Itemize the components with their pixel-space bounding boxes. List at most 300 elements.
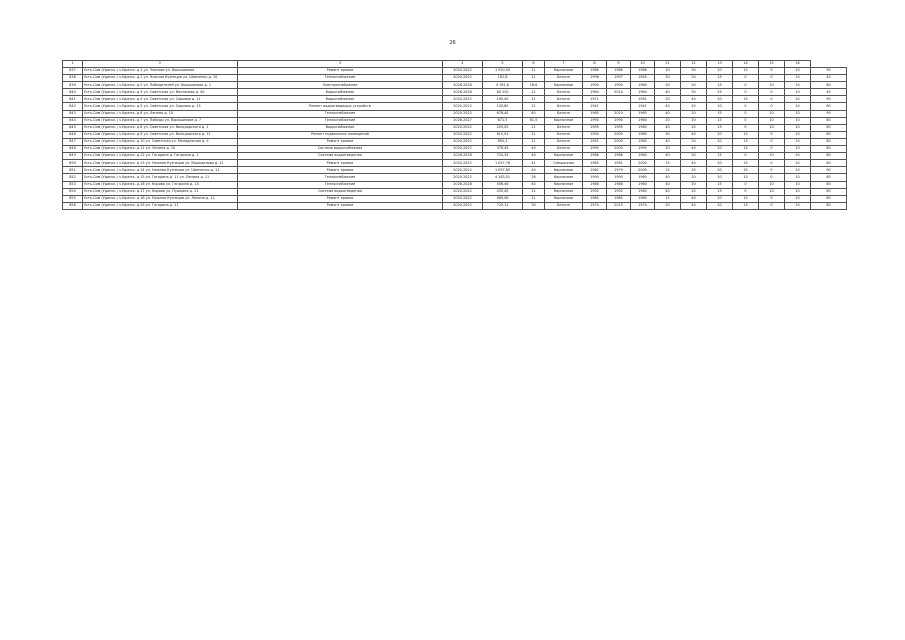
table-cell: 90 (811, 167, 847, 174)
table-cell: 4 781,6 (483, 82, 523, 89)
table-cell: 1962 (583, 167, 607, 174)
table-cell: 130,80 (483, 103, 523, 110)
table-cell: 850 (63, 160, 83, 167)
table-cell: 0 (733, 89, 759, 96)
table-cell: 854 (63, 188, 83, 195)
table-cell: Кирпичное (545, 68, 583, 75)
table-cell: Усть-Сим (Удинск.) з-Удинск. д.13 ул. Нижняя Кузнецов ул. Ворошилова д. 11 (83, 160, 238, 167)
table-cell: Бетонн (545, 131, 583, 138)
table-cell: 1960 (631, 174, 655, 181)
table-cell: Усть-Сим (Удинск.) з-Удинск. д.9 ул. Советская ул. Володарского д. 11 (83, 131, 238, 138)
table-cell: 0 (759, 174, 785, 181)
table-cell: 80 (811, 195, 847, 202)
page-number: 26 (449, 40, 456, 46)
table-cell: 10 (785, 124, 811, 131)
table-cell: 2005 (607, 131, 631, 138)
table-cell: 1986 (583, 181, 607, 188)
table-cell: 2026-2028 (443, 82, 483, 89)
table-cell: 1965 (583, 160, 607, 167)
table-cell: 10 (785, 75, 811, 82)
table-cell: 15 (707, 110, 733, 117)
column-header: 4 (443, 61, 483, 68)
table-cell: 845 (63, 124, 83, 131)
table-cell: Кирпичное (545, 153, 583, 160)
table-cell: 0 (733, 117, 759, 124)
table-cell: Система водоотведения (238, 188, 443, 195)
table-cell: 20 (707, 174, 733, 181)
table-cell: 80 (811, 124, 847, 131)
table-cell: 40 (523, 110, 545, 117)
table-cell: Усть-Сим (Удинск.) з-Удинск. д.15 ул. Гагарина д. 11 ул. Ленина д. 11 (83, 174, 238, 181)
table-cell: 1960 (631, 153, 655, 160)
table-cell: 20 (707, 202, 733, 209)
table-cell: 15 (733, 174, 759, 181)
table-cell: 1986 (607, 153, 631, 160)
table-cell: 40 (655, 174, 681, 181)
table-cell: 10 (785, 160, 811, 167)
table-cell: Ремонт водоотводящих устройств (238, 103, 443, 110)
table-cell: 15 (733, 167, 759, 174)
column-header: 7 (545, 61, 583, 68)
table-cell: 0 (733, 82, 759, 89)
table-cell: 2020-2022 (443, 110, 483, 117)
table-cell: 849 (63, 153, 83, 160)
table-cell: Усть-Сим (Удинск.) з-Удинск. д.12 ул. Гагарина д. Гагарина д. 1 (83, 153, 238, 160)
column-header: 12 (681, 61, 707, 68)
column-header: 14 (733, 61, 759, 68)
table-cell: 1991 (631, 96, 655, 103)
table-cell: 15 (733, 138, 759, 145)
table-cell: Система водоотведения (238, 153, 443, 160)
table-cell: 1971 (583, 96, 607, 103)
table-cell: 190,40 (483, 96, 523, 103)
table-cell: 2020-2022 (443, 195, 483, 202)
table-row (63, 103, 847, 110)
table-cell: 1965 (583, 110, 607, 117)
table-cell: 21 (523, 103, 545, 110)
table-cell: 1960 (631, 138, 655, 145)
table-cell: 40 (681, 146, 707, 153)
table-cell: 10 (785, 117, 811, 124)
table-cell: 80 (811, 181, 847, 188)
table-cell: 2020-2022 (443, 68, 483, 75)
table-cell: 1960 (631, 131, 655, 138)
table-cell: 851 (63, 167, 83, 174)
table-cell: 1945 (631, 75, 655, 82)
table-cell: 1986 (607, 181, 631, 188)
table-cell: 40 (523, 153, 545, 160)
table-cell: Кирпичное (545, 82, 583, 89)
table-cell: 15 (707, 75, 733, 82)
table-cell: 15 (655, 167, 681, 174)
table-cell: 10 (759, 181, 785, 188)
table-cell: 40 (655, 181, 681, 188)
table-cell: 0 (759, 195, 785, 202)
table-cell: 40 (681, 160, 707, 167)
table-cell: Кирпичное (545, 181, 583, 188)
table-cell: 1990 (607, 117, 631, 124)
table-cell: Бетонн (545, 96, 583, 103)
table-cell: 2020-2022 (443, 160, 483, 167)
table-cell: 15 (707, 181, 733, 188)
table-cell: Водоснабжение (238, 124, 443, 131)
table-cell: 0 (759, 138, 785, 145)
table-cell: 1991 (607, 160, 631, 167)
table-row (63, 138, 847, 145)
table-cell: 10 (707, 103, 733, 110)
table-cell: Бетонн (545, 103, 583, 110)
table-cell: 15 (707, 188, 733, 195)
table-cell: 2026-2028 (443, 89, 483, 96)
table-cell: 20 (707, 167, 733, 174)
table-cell: 1992 (583, 188, 607, 195)
table-cell: Усть-Сим (Удинск.) з-Удинск. д.1 ул. Чкалова ул. Ворошилова (83, 68, 238, 75)
table-cell: 80 (811, 131, 847, 138)
table-cell: Ремонт кровли (238, 202, 443, 209)
table-cell: 40 (655, 153, 681, 160)
table-cell: 10 (785, 89, 811, 96)
table-cell: 1995 (583, 124, 607, 131)
table-cell: 1941 (583, 103, 607, 110)
table-cell: 15 (655, 195, 681, 202)
table-cell: 20 (707, 68, 733, 75)
table-row (63, 75, 847, 82)
table-cell: 10 (759, 82, 785, 89)
table-cell: 40 (681, 131, 707, 138)
table-cell: 20 (681, 82, 707, 89)
table-row (63, 131, 847, 138)
table-cell: 10 (759, 153, 785, 160)
table-row (63, 110, 847, 117)
table-cell: Бетонн (545, 124, 583, 131)
table-cell: 80 (811, 138, 847, 145)
table-cell: 842 (63, 103, 83, 110)
table-cell: 10 (785, 181, 811, 188)
table-cell: 20 (681, 75, 707, 82)
table-row (63, 82, 847, 89)
table-cell: 2020-2022 (443, 202, 483, 209)
table-cell: 1954 (583, 131, 607, 138)
table-cell: 2026-2027 (443, 117, 483, 124)
table-cell: 40 (655, 188, 681, 195)
table-cell: 21 (523, 75, 545, 82)
table-cell: 852 (63, 174, 83, 181)
table-cell: 0 (733, 188, 759, 195)
column-header: 9 (607, 61, 631, 68)
table-cell: 2020-2022 (443, 174, 483, 181)
table-cell: 1992 (607, 188, 631, 195)
table-cell: 80 (811, 202, 847, 209)
table-cell: 0 (733, 153, 759, 160)
table-cell: 0 (733, 75, 759, 82)
table-cell: 40 (655, 89, 681, 96)
table-body (63, 68, 847, 210)
table-cell: 15 (733, 146, 759, 153)
table-cell: 20 (681, 124, 707, 131)
table-cell: Усть-Сим (Удинск.) з-Удинск. д.16 ул. Кирова ул. Гагарина д. 14 (83, 181, 238, 188)
table-cell: 2020-2022 (443, 146, 483, 153)
table-cell: Кирпичное (545, 174, 583, 181)
table-cell: 2020-2022 (443, 96, 483, 103)
table-cell: 10 (655, 68, 681, 75)
table-cell: 40 (655, 110, 681, 117)
table-cell: Усть-Сим (Удинск.) з-Удинск. д.14 ул. Нижняя Кузнецов ул. Шевченко д. 11 (83, 167, 238, 174)
table-cell: 2020-2022 (443, 103, 483, 110)
table-cell: 1986 (583, 153, 607, 160)
table-cell: 80 (811, 146, 847, 153)
table-cell: 469,06 (483, 195, 523, 202)
table-cell: 1960 (631, 117, 655, 124)
table-cell: 2015 (607, 202, 631, 209)
table-cell: 30 (681, 167, 707, 174)
table-cell: 2020-2022 (443, 167, 483, 174)
table-cell: 40 (523, 146, 545, 153)
table-cell: Теплоснабжение (238, 181, 443, 188)
column-header: 8 (583, 61, 607, 68)
table-cell: 20 (707, 195, 733, 202)
table-cell: Электроснабжение (238, 82, 443, 89)
table-cell: 10 (785, 153, 811, 160)
table-cell: Бетонн (545, 75, 583, 82)
table-cell: Бетонн (545, 110, 583, 117)
table-cell: 15 (707, 153, 733, 160)
table-cell: 847 (63, 138, 83, 145)
table-row (63, 96, 847, 103)
table-cell: 2026-2028 (443, 181, 483, 188)
table-cell: Теплоснабжение (238, 75, 443, 82)
table-cell: Бетонн (545, 89, 583, 96)
table-cell: 1986 (583, 68, 607, 75)
table-cell: 80 (811, 103, 847, 110)
column-header: 10 (631, 61, 655, 68)
column-header: 16 (785, 61, 811, 68)
table-cell: 2014 (607, 89, 631, 96)
table-cell: 80 (811, 82, 847, 89)
table-cell: 21 (523, 188, 545, 195)
table-cell: 21 (523, 195, 545, 202)
table-row (63, 160, 847, 167)
table-cell: 724,34 (483, 153, 523, 160)
table-cell: 1974 (583, 202, 607, 209)
table-cell: Усть-Сим (Удинск.) з-Удинск. д.6 ул. Ленина д. 10 (83, 110, 238, 117)
table-cell: 40 (655, 103, 681, 110)
table-cell: 10 (785, 68, 811, 75)
table-cell: 1990 (583, 82, 607, 89)
table-cell: 90 (811, 68, 847, 75)
table-cell: 10 (785, 167, 811, 174)
table-row (63, 188, 847, 195)
table-cell: 0 (759, 103, 785, 110)
table-cell: Ремонт кровли (238, 68, 443, 75)
table-cell: 80 (811, 160, 847, 167)
table-cell: 435,40 (483, 188, 523, 195)
table-cell: Кирпичное (545, 188, 583, 195)
table-cell: Усть-Сим (Удинск.) з-Удинск. д.3 ул. Советская ул. Вахтанова д. 40 (83, 89, 238, 96)
table-cell: 20 (681, 188, 707, 195)
table-cell: 20 (681, 117, 707, 124)
table-cell: 0 (759, 89, 785, 96)
table-cell: 2026-2028 (443, 153, 483, 160)
table-cell: 0 (759, 131, 785, 138)
table-cell: 10 (759, 124, 785, 131)
table-cell: Усть-Сим (Удинск.) з-Удинск. д.5 ул. Советская ул. Садовая д. 15 (83, 103, 238, 110)
table-cell: 20 (681, 181, 707, 188)
table-cell: 1941 (631, 103, 655, 110)
table-cell: 20 (681, 110, 707, 117)
table-cell: 1965 (631, 110, 655, 117)
table-cell: 671,5 (483, 117, 523, 124)
table-cell: 21 (523, 124, 545, 131)
table-cell: 678,40 (483, 110, 523, 117)
table-cell: 856 (63, 202, 83, 209)
table-cell: 2000 (631, 160, 655, 167)
table-cell: 838 (63, 75, 83, 82)
table-cell: 20 (681, 103, 707, 110)
table-cell: 10 (785, 195, 811, 202)
table-cell: 506,46 (483, 181, 523, 188)
column-header: 6 (523, 61, 545, 68)
table-cell: 840 (63, 89, 83, 96)
table-cell: Система водоснабжения (238, 146, 443, 153)
table-cell: 15 (733, 131, 759, 138)
table-row (63, 89, 847, 96)
table-cell: Теплоснабжение (238, 110, 443, 117)
table-cell: 50 (655, 75, 681, 82)
table-cell: 1986 (607, 68, 631, 75)
table-cell: 20 (707, 160, 733, 167)
table-row (63, 174, 847, 181)
table-cell: 15 (733, 68, 759, 75)
table-cell: 20 (707, 96, 733, 103)
table-row (63, 181, 847, 188)
table-cell: 0 (759, 160, 785, 167)
table-cell: 0 (733, 181, 759, 188)
table-cell: Бетонн (545, 146, 583, 153)
table-cell: 841 (63, 96, 83, 103)
table-cell: 80 (811, 188, 847, 195)
table-cell: 0 (759, 75, 785, 82)
table-cell: 848 (63, 146, 83, 153)
table-cell: 203,02 (483, 124, 523, 131)
table-cell: Усть-Сим (Удинск.) з-Удинск. д.10 ул. Советская ул. Молодежная д. 4 (83, 138, 238, 145)
table-cell: 95 (811, 110, 847, 117)
table-cell: 0 (759, 202, 785, 209)
table-cell: 0 (759, 167, 785, 174)
table-row (63, 124, 847, 131)
data-table (62, 60, 847, 210)
table-cell: 2020-2022 (443, 131, 483, 138)
table-cell: Усть-Сим (Удинск.) з-Удинск. д.19 ул. Гагарина д. 11 (83, 202, 238, 209)
table-cell: 1974 (631, 202, 655, 209)
table-cell: 15 (707, 124, 733, 131)
table-cell: 1960 (631, 82, 655, 89)
table-cell: 2020-2022 (443, 75, 483, 82)
table-cell: 15 (733, 96, 759, 103)
table-cell: 0 (733, 103, 759, 110)
table-cell: 846 (63, 131, 83, 138)
table-cell: 10 (785, 110, 811, 117)
table-cell: 61,5 (523, 117, 545, 124)
table-cell: 1964 (583, 89, 607, 96)
table-cell: 1995 (631, 146, 655, 153)
table-cell: 15 (733, 202, 759, 209)
table-cell: 20 (681, 138, 707, 145)
table-cell: 0 (759, 146, 785, 153)
table-cell: 30 (681, 89, 707, 96)
table-cell: 10 (785, 202, 811, 209)
table-cell: Усть-Сим (Удинск.) з-Удинск. д.18 ул. Нижняя Кузнецов ул. Ленина д. 11 (83, 195, 238, 202)
table-cell: 2020-2022 (443, 188, 483, 195)
table-cell: 2003 (607, 146, 631, 153)
table-cell: 1990 (607, 82, 631, 89)
table-header (63, 61, 847, 68)
column-header: 13 (707, 61, 733, 68)
table-cell: 21 (523, 89, 545, 96)
table-cell: 378,45 (483, 146, 523, 153)
table-row (63, 153, 847, 160)
table-cell: 1995 (607, 124, 631, 131)
table-cell: 10 (759, 188, 785, 195)
table-cell: 1964 (631, 89, 655, 96)
table-cell: Усть-Сим (Удинск.) з-Удинск. д.1 ул. Нижняя Кузнецов ул. Шевченко д. 10 (83, 75, 238, 82)
table-cell: 10 (785, 138, 811, 145)
table-cell: 41 (523, 160, 545, 167)
table-cell: 30 (681, 68, 707, 75)
table-cell: 45 (811, 75, 847, 82)
table-cell: Усть-Сим (Удинск.) з-Удинск. д.11 ул. Ленина д. 10 (83, 146, 238, 153)
table-cell: 729,11 (483, 202, 523, 209)
table-cell: 40 (523, 167, 545, 174)
table-cell: 843 (63, 110, 83, 117)
table-row (63, 202, 847, 209)
table-row (63, 167, 847, 174)
table-cell: 26 (523, 174, 545, 181)
table-cell: 10 (785, 82, 811, 89)
table-cell: 10 (785, 146, 811, 153)
table-cell: 0 (733, 124, 759, 131)
table-cell: 60 120 (483, 89, 523, 96)
table-cell: 853 (63, 181, 83, 188)
table-cell: 10 (785, 131, 811, 138)
table-cell: 0 (759, 68, 785, 75)
table-cell: 20 (681, 174, 707, 181)
table-cell: 1997 (607, 75, 631, 82)
table-cell: 15 (733, 160, 759, 167)
column-header: 15 (759, 61, 785, 68)
table-cell: 21 (523, 68, 545, 75)
table-cell (607, 96, 631, 103)
table-cell: Ремонт кровли (238, 195, 443, 202)
table-cell: 15 (655, 160, 681, 167)
table-cell: 1985 (607, 195, 631, 202)
table-cell: 182,8 (483, 75, 523, 82)
table-cell: 10 (759, 117, 785, 124)
column-header: 2 (83, 61, 238, 68)
table-cell: 40 (681, 195, 707, 202)
column-header: 3 (238, 61, 443, 68)
table-cell: 1995 (583, 146, 607, 153)
table-cell: 1968 (631, 68, 655, 75)
table-cell: 30 (523, 202, 545, 209)
table-row (63, 68, 847, 75)
column-header: 1 (63, 61, 83, 68)
table-cell: 40 (655, 124, 681, 131)
table-cell: 2009 (607, 138, 631, 145)
table-cell: 40 (655, 138, 681, 145)
table-cell: 855 (63, 195, 83, 202)
table-cell: 20 (655, 117, 681, 124)
table-cell: 10 (785, 174, 811, 181)
